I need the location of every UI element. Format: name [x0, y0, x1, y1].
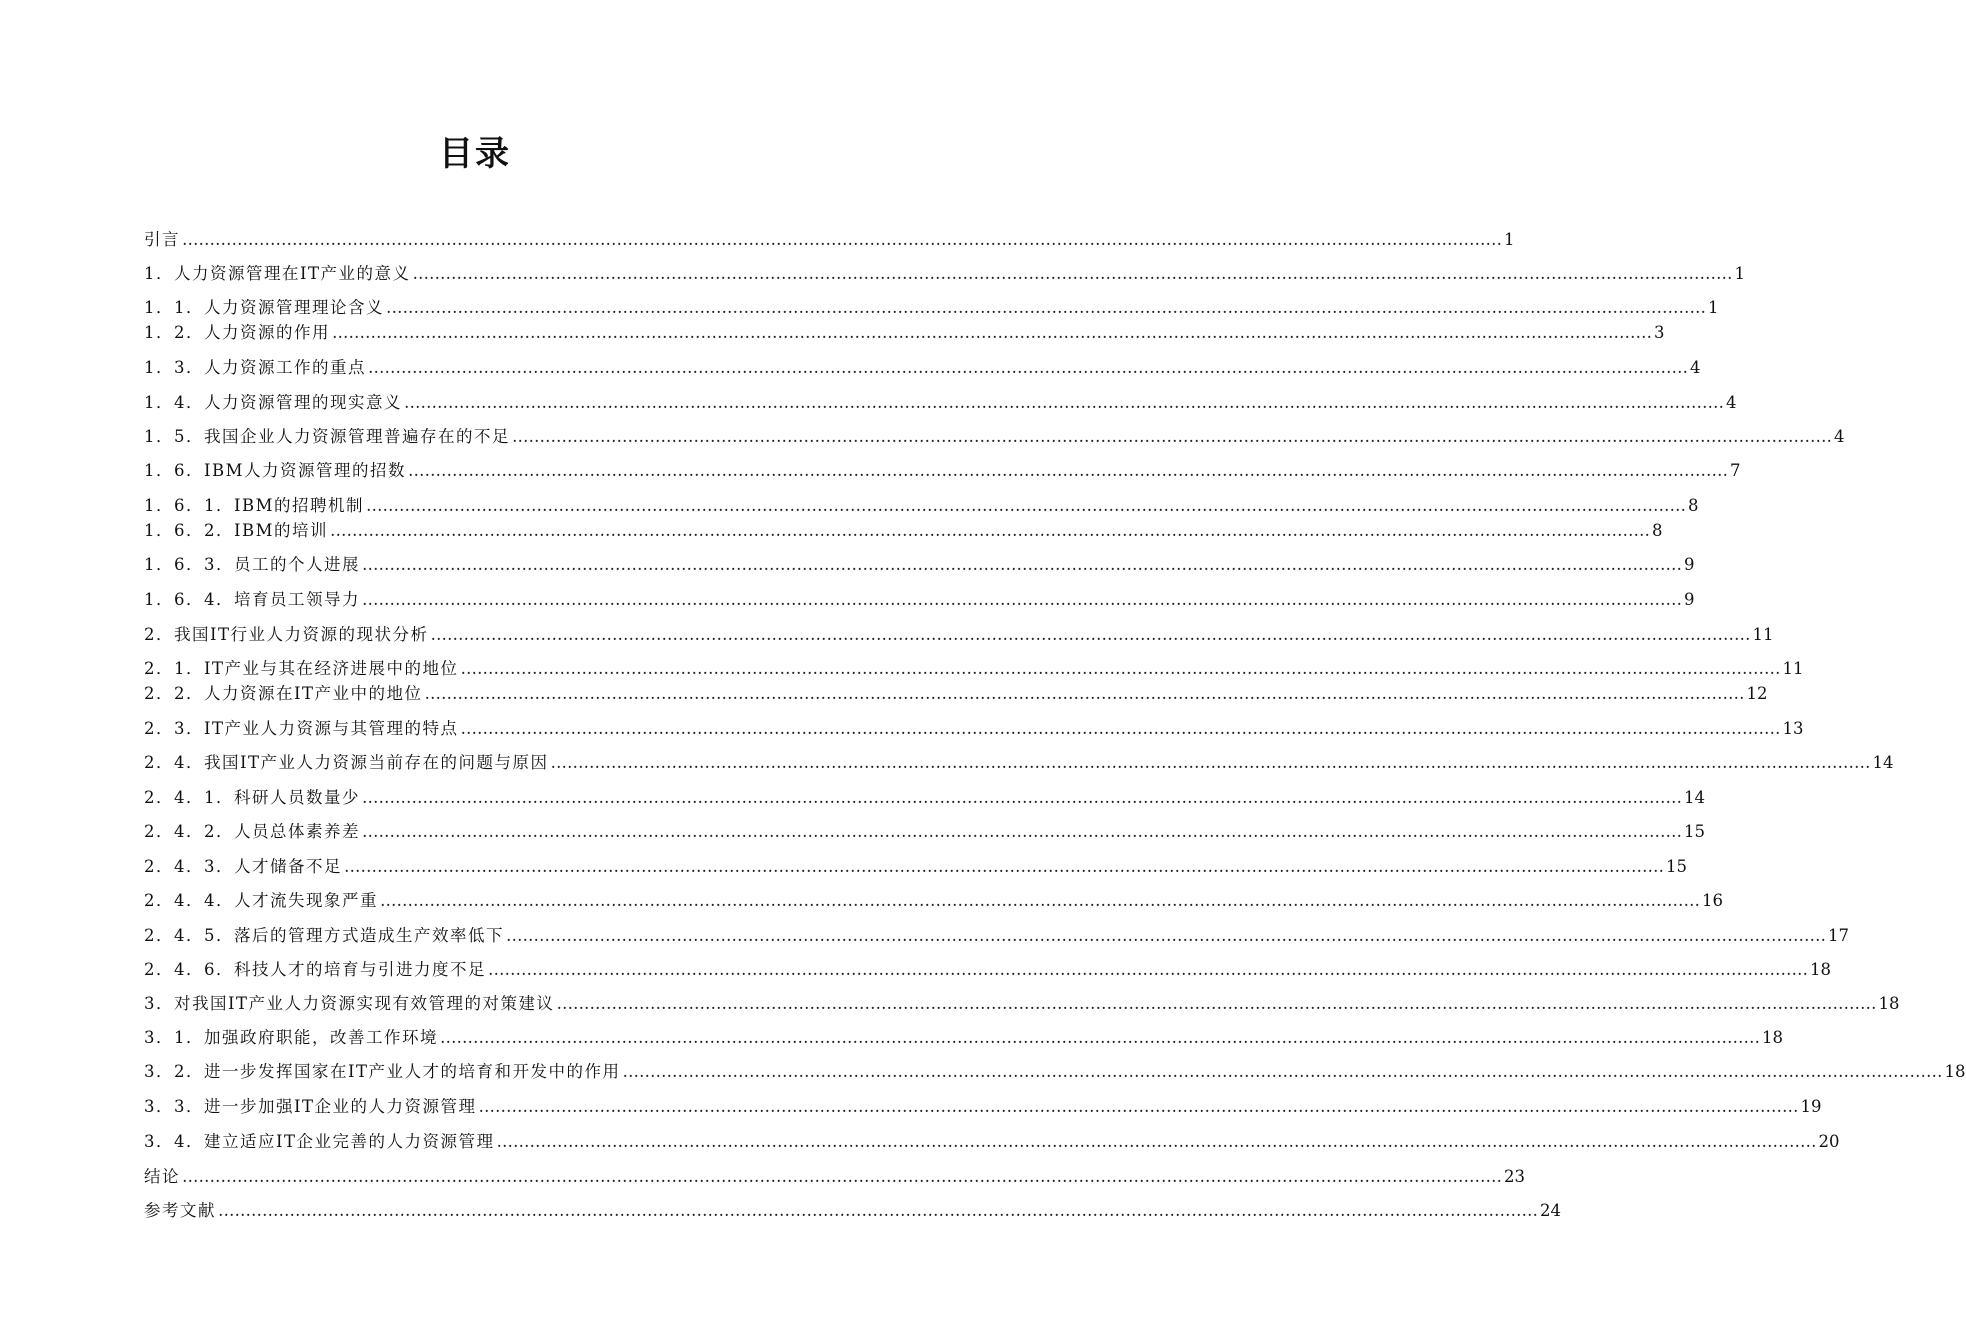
dot-leader: …………………………………………………………………………………………………………………………………………………………………………………………………………………… [362, 822, 1682, 841]
dot-leader: …………………………………………………………………………………………………………………………………………………………………………………………………………………… [344, 857, 1664, 876]
dot-leader: …………………………………………………………………………………………………………………………………………………………………………………………………………………… [362, 555, 1682, 574]
toc-entry[interactable] [144, 294, 1719, 318]
dot-leader: …………………………………………………………………………………………………………………………………………………………………………………………………………………… [386, 298, 1706, 317]
toc-entry-page-number: 18 [1810, 960, 1831, 979]
toc-entry-page-number: 23 [1504, 1167, 1525, 1186]
dot-leader: …………………………………………………………………………………………………………………………………………………………………………………………………………………… [380, 891, 1700, 910]
toc-entry-page-number: 20 [1818, 1132, 1840, 1151]
dot-leader: …………………………………………………………………………………………………………………………………………………………………………………………………………………… [362, 788, 1682, 807]
toc-entry-label: 2．4．1．科研人员数量少 [144, 788, 360, 807]
toc-entry-label: 1．2．人力资源的作用 [144, 323, 330, 342]
toc-entry-page-number: 16 [1702, 891, 1723, 910]
dot-leader: …………………………………………………………………………………………………………………………………………………………………………………………………………………… [182, 230, 1502, 249]
toc-entry-label: 2．我国IT行业人力资源的现状分析 [144, 625, 429, 644]
toc-entry-label: 参考文献 [144, 1201, 216, 1220]
page-title: 目录 [439, 134, 511, 174]
toc-entry-page-number: 17 [1828, 926, 1849, 945]
toc-entry-label: 1．3．人力资源工作的重点 [144, 358, 366, 377]
toc-entry-page-number: 4 [1726, 393, 1737, 412]
toc-entry[interactable] [144, 423, 1845, 447]
toc-entry-page-number: 13 [1782, 719, 1804, 738]
toc-entry-label: 引言 [144, 230, 180, 249]
toc-entry-page-number: 24 [1540, 1201, 1561, 1220]
toc-entry[interactable] [144, 260, 1746, 284]
toc-entry[interactable] [144, 517, 1663, 541]
dot-leader: …………………………………………………………………………………………………………………………………………………………………………………………………………………… [182, 1167, 1502, 1186]
toc-entry-page-number: 14 [1684, 788, 1705, 807]
toc-entry-page-number: 14 [1872, 753, 1894, 772]
toc-entry-page-number: 4 [1690, 358, 1701, 377]
toc-entry[interactable] [144, 784, 1705, 808]
toc-entry-label: 3．4．建立适应IT企业完善的人力资源管理 [144, 1132, 495, 1151]
toc-entry-label: 2．4．3．人才储备不足 [144, 857, 342, 876]
toc-entry-label: 2．3．IT产业人力资源与其管理的特点 [144, 719, 459, 738]
toc-entry[interactable] [144, 319, 1665, 343]
toc-entry-label: 2．4．2．人员总体素养差 [144, 822, 360, 841]
dot-leader: …………………………………………………………………………………………………………………………………………………………………………………………………………………… [362, 590, 1682, 609]
toc-entry-label: 2．4．6．科技人才的培育与引进力度不足 [144, 960, 486, 979]
toc-entry[interactable] [144, 621, 1774, 645]
dot-leader: …………………………………………………………………………………………………………………………………………………………………………………………………………………… [332, 323, 1652, 342]
toc-entry[interactable] [144, 818, 1705, 842]
toc-entry-label: 2．2．人力资源在IT产业中的地位 [144, 684, 423, 703]
dot-leader: …………………………………………………………………………………………………………………………………………………………………………………………………………………… [478, 1097, 1799, 1116]
dot-leader: …………………………………………………………………………………………………………………………………………………………………………………………………………………… [460, 659, 1781, 678]
dot-leader: …………………………………………………………………………………………………………………………………………………………………………………………………………………… [424, 684, 1745, 703]
dot-leader: …………………………………………………………………………………………………………………………………………………………………………………………………………………… [330, 521, 1651, 540]
dot-leader: …………………………………………………………………………………………………………………………………………………………………………………………………………………… [496, 1132, 1817, 1151]
toc-entry-label: 1．6．2．IBM的培训 [144, 521, 329, 540]
toc-entry[interactable] [144, 492, 1699, 516]
toc-entry-label: 1．6．IBM人力资源管理的招数 [144, 461, 407, 480]
toc-entry[interactable] [144, 1197, 1561, 1221]
toc-entry-label: 2．4．5．落后的管理方式造成生产效率低下 [144, 926, 504, 945]
toc-entry[interactable] [144, 1163, 1525, 1187]
toc-entry-page-number: 9 [1684, 590, 1695, 609]
toc-entry-label: 3．对我国IT产业人力资源实现有效管理的对策建议 [144, 994, 555, 1013]
toc-entry-label: 2．4．我国IT产业人力资源当前存在的问题与原因 [144, 753, 549, 772]
dot-leader: …………………………………………………………………………………………………………………………………………………………………………………………………………………… [506, 926, 1826, 945]
dot-leader: …………………………………………………………………………………………………………………………………………………………………………………………………………………… [430, 625, 1751, 644]
dot-leader: …………………………………………………………………………………………………………………………………………………………………………………………………………………… [408, 461, 1729, 480]
toc-entry-label: 1．5．我国企业人力资源管理普遍存在的不足 [144, 427, 510, 446]
toc-entry-page-number: 1 [1504, 230, 1515, 249]
toc-entry-page-number: 1 [1708, 298, 1719, 317]
toc-entry[interactable] [144, 990, 1900, 1014]
toc-entry[interactable] [144, 680, 1768, 704]
dot-leader: …………………………………………………………………………………………………………………………………………………………………………………………………………………… [412, 264, 1733, 283]
toc-entry-page-number: 7 [1730, 461, 1741, 480]
dot-leader: …………………………………………………………………………………………………………………………………………………………………………………………………………………… [550, 753, 1871, 772]
toc-entry-page-number: 8 [1652, 521, 1663, 540]
toc-entry-label: 1．4．人力资源管理的现实意义 [144, 393, 402, 412]
toc-entry-label: 3．2．进一步发挥国家在IT产业人才的培育和开发中的作用 [144, 1062, 621, 1081]
toc-entry-page-number: 18 [1762, 1028, 1783, 1047]
toc-entry[interactable] [144, 389, 1737, 413]
toc-entry[interactable] [144, 551, 1695, 575]
toc-entry-label: 2．4．4．人才流失现象严重 [144, 891, 378, 910]
dot-leader: …………………………………………………………………………………………………………………………………………………………………………………………………………………… [440, 1028, 1760, 1047]
toc-entry[interactable] [144, 922, 1849, 946]
toc-entry[interactable] [144, 749, 1894, 773]
toc-entry[interactable] [144, 887, 1723, 911]
toc-entry-page-number: 9 [1684, 555, 1695, 574]
dot-leader: …………………………………………………………………………………………………………………………………………………………………………………………………………………… [368, 358, 1688, 377]
toc-entry-page-number: 11 [1782, 659, 1804, 678]
toc-entry-page-number: 15 [1666, 857, 1687, 876]
toc-entry-label: 3．1．加强政府职能，改善工作环境 [144, 1028, 438, 1047]
toc-entry[interactable] [144, 655, 1804, 679]
toc-entry-page-number: 12 [1746, 684, 1768, 703]
toc-entry[interactable] [144, 1093, 1822, 1117]
toc-entry-page-number: 19 [1800, 1097, 1822, 1116]
toc-entry[interactable] [144, 715, 1804, 739]
toc-entry[interactable] [144, 354, 1701, 378]
toc-entry-label: 1．6．1．IBM的招聘机制 [144, 496, 365, 515]
dot-leader: …………………………………………………………………………………………………………………………………………………………………………………………………………………… [366, 496, 1687, 515]
toc-entry[interactable] [144, 1024, 1783, 1048]
toc-entry-label: 1．1．人力资源管理理论含义 [144, 298, 384, 317]
toc-entry-label: 3．3．进一步加强IT企业的人力资源管理 [144, 1097, 477, 1116]
toc-entry-label: 结论 [144, 1167, 180, 1186]
dot-leader: …………………………………………………………………………………………………………………………………………………………………………………………………………………… [512, 427, 1832, 446]
toc-entry-label: 1．人力资源管理在IT产业的意义 [144, 264, 411, 283]
dot-leader: …………………………………………………………………………………………………………………………………………………………………………………………………………………… [404, 393, 1724, 412]
toc-entry-label: 1．6．3．员工的个人进展 [144, 555, 360, 574]
toc-entry[interactable] [144, 1058, 1966, 1082]
toc-entry-page-number: 15 [1684, 822, 1705, 841]
toc-entry-label: 2．1．IT产业与其在经济进展中的地位 [144, 659, 459, 678]
toc-entry[interactable] [144, 956, 1831, 980]
toc-entry[interactable] [144, 457, 1741, 481]
toc-entry-page-number: 8 [1688, 496, 1699, 515]
toc-entry-page-number: 1 [1734, 264, 1746, 283]
toc-entry-page-number: 11 [1752, 625, 1774, 644]
dot-leader: …………………………………………………………………………………………………………………………………………………………………………………………………………………… [488, 960, 1808, 979]
dot-leader: …………………………………………………………………………………………………………………………………………………………………………………………………………………… [622, 1062, 1943, 1081]
dot-leader: …………………………………………………………………………………………………………………………………………………………………………………………………………………… [460, 719, 1781, 738]
toc-entry[interactable] [144, 853, 1687, 877]
toc-entry[interactable] [144, 226, 1515, 250]
toc-entry[interactable] [144, 1128, 1840, 1152]
dot-leader: …………………………………………………………………………………………………………………………………………………………………………………………………………………… [556, 994, 1877, 1013]
toc-entry-page-number: 18 [1878, 994, 1900, 1013]
dot-leader: …………………………………………………………………………………………………………………………………………………………………………………………………………………… [218, 1201, 1538, 1220]
toc-entry-page-number: 18 [1944, 1062, 1966, 1081]
toc-entry-label: 1．6．4．培育员工领导力 [144, 590, 360, 609]
toc-entry[interactable] [144, 586, 1695, 610]
toc-entry-page-number: 3 [1654, 323, 1665, 342]
toc-entry-page-number: 4 [1834, 427, 1845, 446]
